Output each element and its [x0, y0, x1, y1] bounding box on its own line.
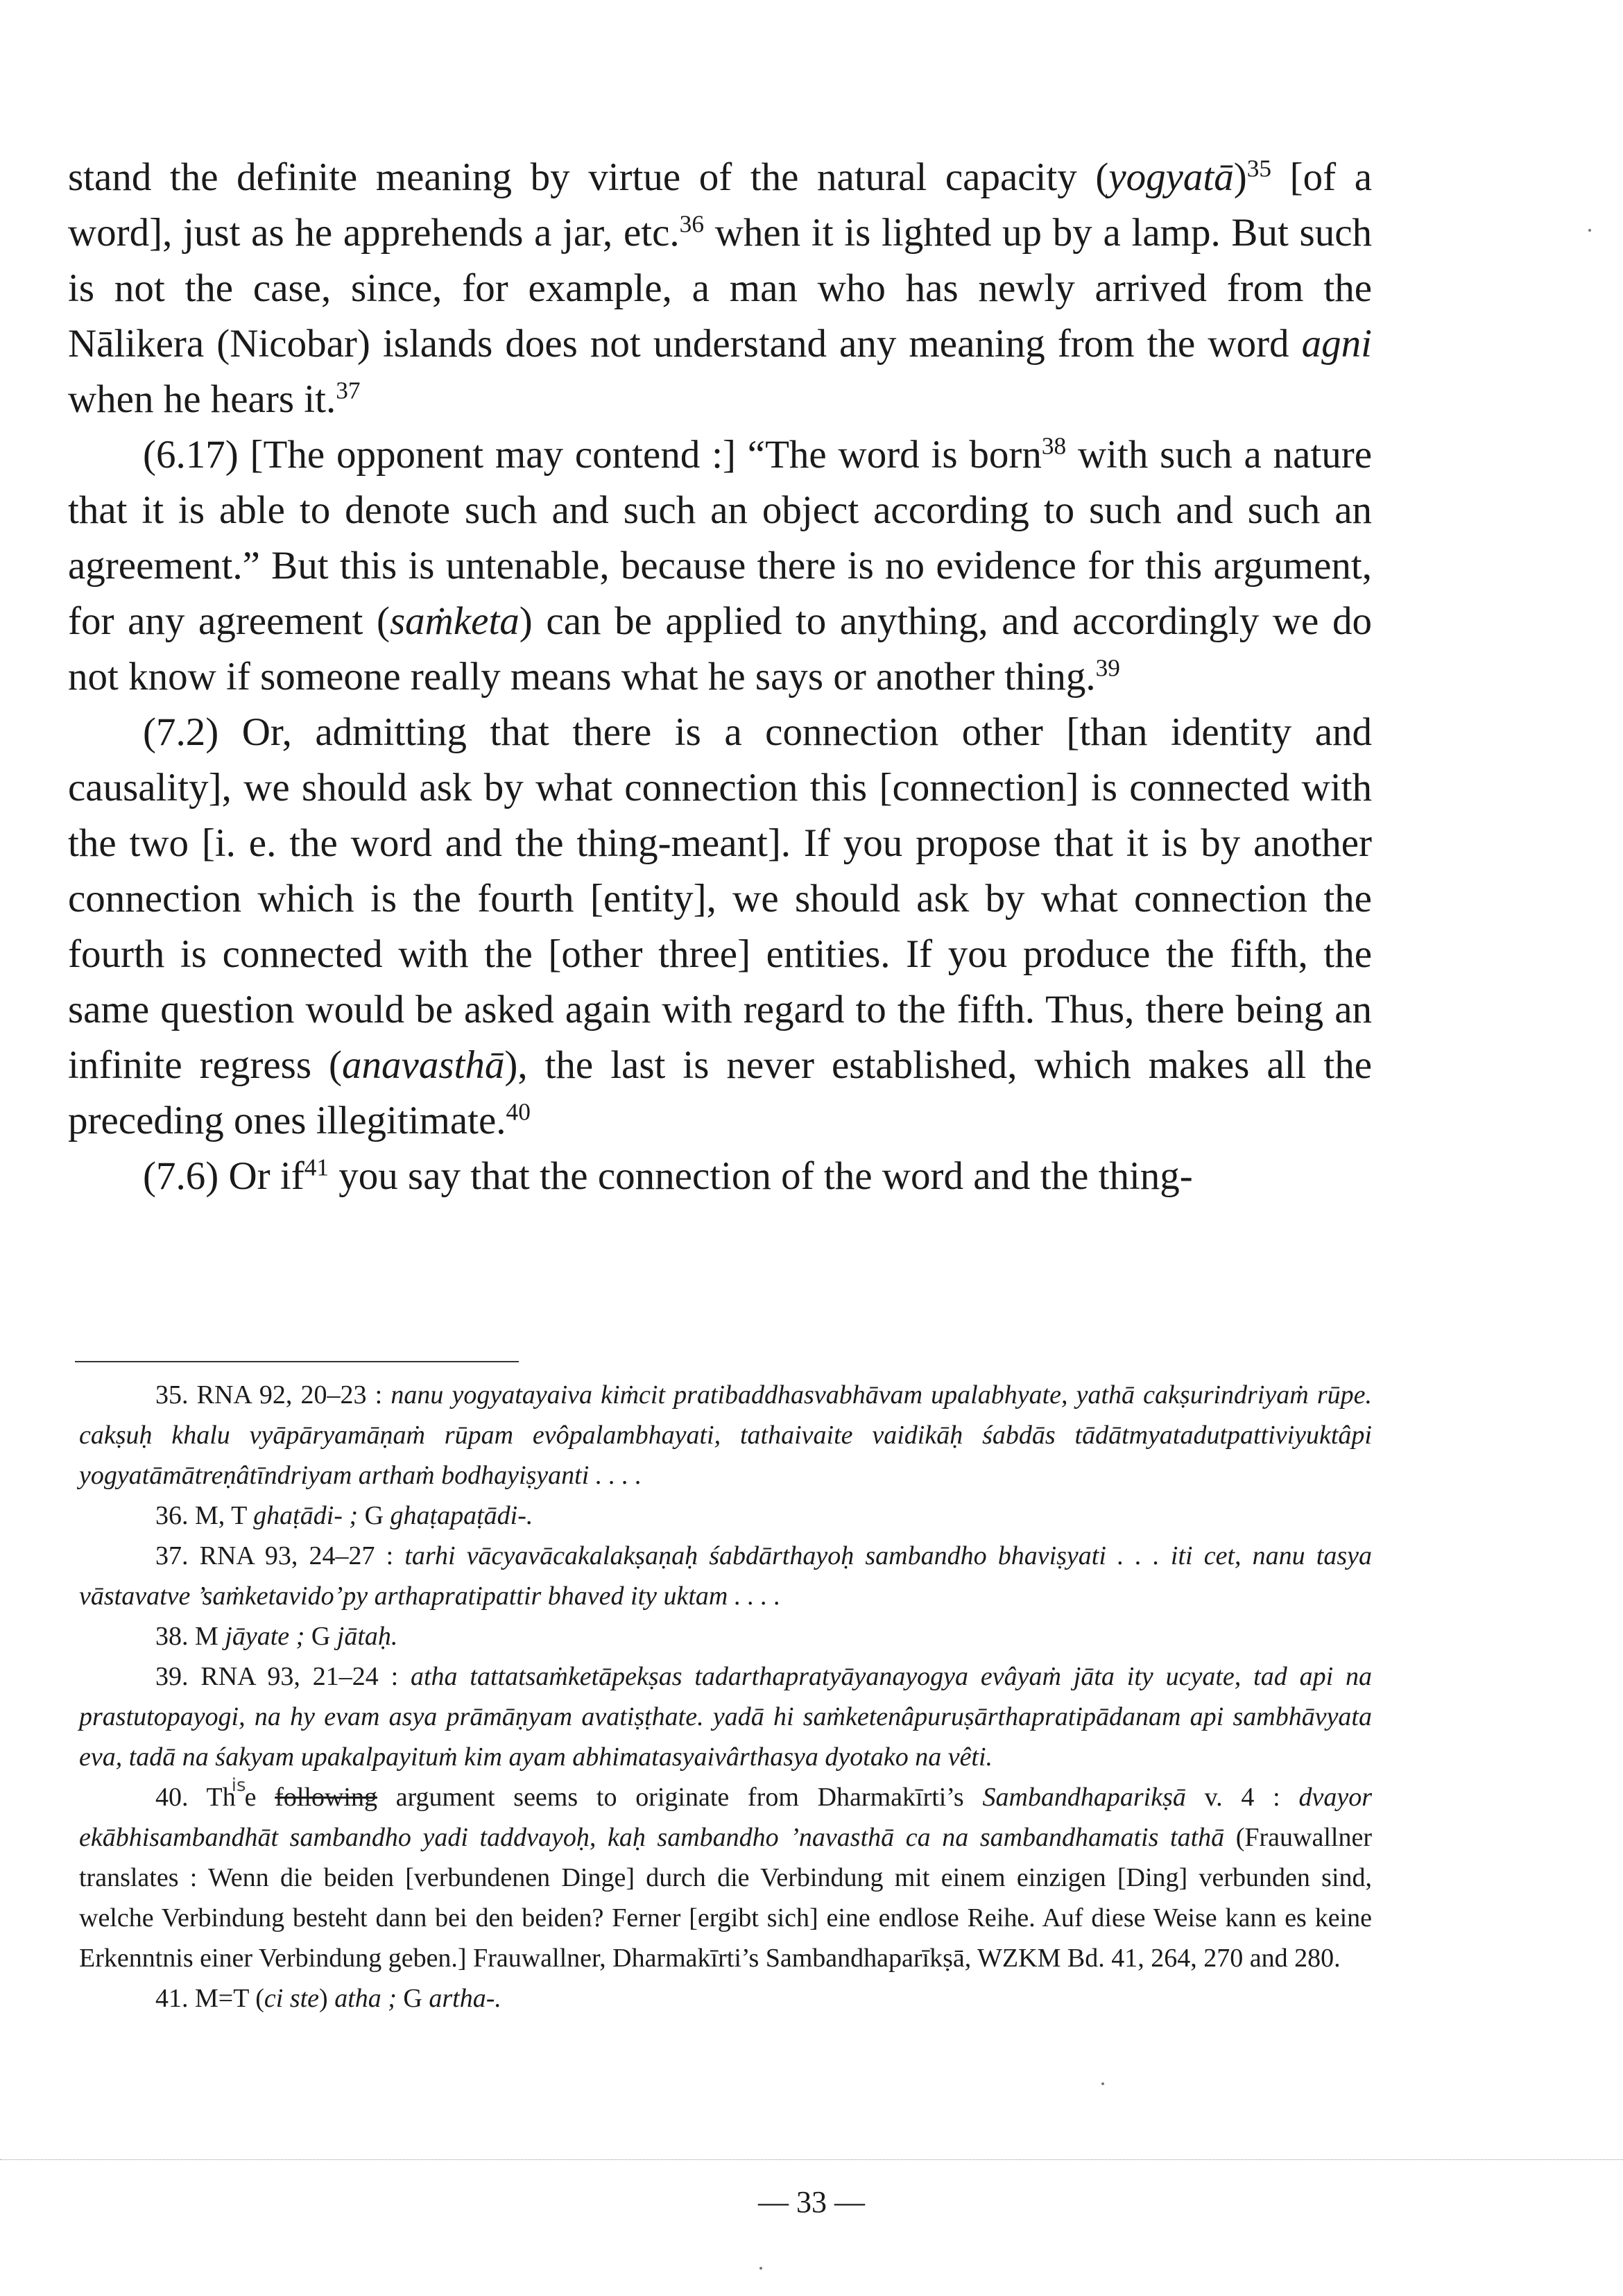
- footnote-ref-41: 41: [304, 1154, 329, 1181]
- footnote-36: 36. M, T ghaṭādi- ; G ghaṭapaṭādi-.: [155, 1501, 533, 1530]
- footnote-38: 38. M jāyate ; G jātaḥ.: [155, 1622, 398, 1651]
- footnote-ref-35: 35: [1246, 155, 1272, 182]
- paragraph-1: stand the definite meaning by virtue of the natural capacity (yogyatā)$^{35}$ [of a word], just as he apprehends a jar, etc.$^{36}$ when it is lighted up by a lamp. But such is not the case, since, for example, a man who has newly arrived from the Nālikera (Nicobar) islands does not understand any meaning from the word agni when he hears it.$^{37}$: [68, 155, 1372, 421]
- paragraph-3: (7.2) Or, admitting that there is a connection other [than identity and causality], we should ask by what connection this [connection] is connected with the two [i. e. the word and the thing-meant]. If you propose that it is by another connection which is the fourth [entity], we should ask by what connection the fourth is connected with the [other three] entities. If you produce the fifth, the same question would be asked again with regard to the fifth. Thus, there being an infinite regress (anavasthā), the last is never established, which makes all the preceding ones illegitimate.$^{40}$: [68, 710, 1372, 1142]
- footnote-35: 35. RNA 92, 20–23 : nanu yogyatayaiva kiṁcit pratibaddhasvabhāvam upalabhyate, yathā cakṣurindriyaṁ rūpe. cakṣuḥ khalu vyāpāryamāṇaṁ rūpam evôpalambhayati, tathaivaite vaidikāḥ śabdās tādātmyatadutpattiviyuktâpi yogyatāmātreṇâtīndriyam arthaṁ bodhayiṣyanti . . . .: [79, 1380, 1372, 1490]
- footnotes: [79, 1375, 1372, 2019]
- paragraph-2: (6.17) [The opponent may contend :] “The word is born$^{38}$ with such a nature that it is able to denote such and such an object according to such and such an agreement.” But this is untenable, because there is no evidence for this argument, for any agreement (saṁketa) can be applied to anything, and accordingly we do not know if someone really means what he says or another thing.$^{39}$: [68, 432, 1372, 699]
- footnote-ref-40: 40: [506, 1098, 531, 1126]
- handwritten-correction: is: [231, 1775, 246, 1797]
- footnote-37: 37. RNA 93, 24–27 : tarhi vācyavācakalakṣaṇaḥ śabdārthayoḥ sambandho bhaviṣyati . . . iti cet, nanu tasya vāstavatve ’saṁketavido’py arthapratipattir bhaved ity uktam . . . .: [79, 1541, 1372, 1611]
- footnote-ref-36: 36: [679, 210, 704, 238]
- main-text: [68, 150, 1372, 1204]
- paragraph-4: (7.6) Or $if^{41}$ you say that the connection of the word and the thing-: [143, 1154, 1193, 1198]
- page-number: — 33 —: [758, 2185, 865, 2219]
- scan-edge-line: [0, 2159, 1623, 2160]
- scan-speck: [1101, 2082, 1104, 2085]
- footnote-39: 39. RNA 93, 21–24 : atha tattatsaṁketāpekṣas tadarthapratyāyanayogya evâyaṁ jāta ity ucyate, tad api na prastutopayogi, na hy evam asya prāmāṇyam avatiṣṭhate. yadā hi saṁketenâpuruṣārthapratipādanam api sambhāvyata eva, tadā na śakyam upakalpayituṁ kim ayam abhimatasyaivârthasya dyotako na vêti.: [79, 1662, 1372, 1772]
- scan-speck: [759, 2267, 762, 2270]
- footnote-separator: [75, 1361, 519, 1362]
- footnote-ref-38: 38: [1041, 432, 1067, 460]
- struck-word: following: [275, 1783, 377, 1812]
- footnote-40: 40. $Th^{is}e$ following argument seems to originate from Dharmakīrti’s Sambandhaparikṣā v. 4 : dvayor ekābhisambandhāt sambandho yadi taddvayoḥ, kaḥ sambandho ’navasthā ca na sambandhamatis tathā (Frauwallner translates : Wenn die beiden [verbundenen Dinge] durch die Verbindung mit einem einzigen [Ding] verbunden sind, welche Verbindung besteht dann bei den beiden? Ferner [ergibt sich] eine endlose Reihe. Auf diese Weise kann es keine Erkenntnis einer Verbindung geben.] Frauwallner, Dharmakīrti’s Sambandhaparīkṣā, WZKM Bd. 41, 264, 270 and 280.: [79, 1775, 1373, 1973]
- footnote-ref-37: 37: [336, 377, 361, 404]
- footnote-41: 41. M=T (ci ste) atha ; G artha-.: [155, 1984, 501, 2013]
- scan-speck: [1588, 229, 1591, 232]
- footnote-ref-39: 39: [1095, 654, 1120, 682]
